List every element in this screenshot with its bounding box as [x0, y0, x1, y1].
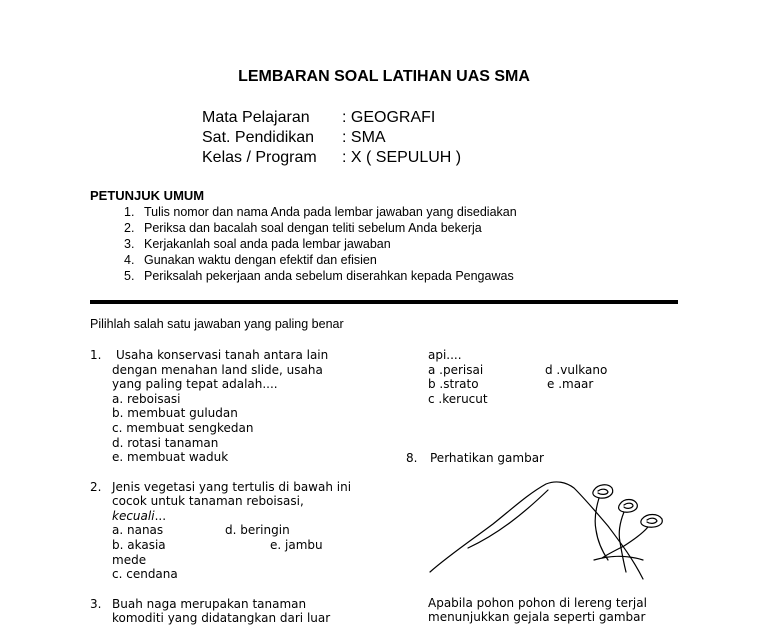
question-text: Usaha konservasi tanah antara lain	[116, 348, 329, 362]
answer-option: b. akasia	[112, 538, 166, 552]
meta-value-subject: : GEOGRAFI	[342, 109, 436, 126]
answer-option: e. jambu	[270, 538, 323, 552]
answer-option: b .strato	[428, 377, 479, 391]
answer-option: a. nanas	[112, 523, 164, 537]
instruction-item: 4. Gunakan waktu dengan efektif dan efisien	[124, 253, 377, 267]
instruction-item: 2. Periksa dan bacalah soal dengan teliti sebelum Anda bekerja	[124, 221, 482, 235]
instruction-item: 5. Periksalah pekerjaan anda sebelum diserahkan kepada Pengawas	[124, 269, 514, 283]
questions-intro: Pilihlah salah satu jawaban yang paling benar	[90, 317, 344, 331]
question-number: 3.	[90, 597, 102, 611]
question-number: 1.	[90, 348, 102, 362]
question-text: Jenis vegetasi yang tertulis di bawah ini	[112, 480, 352, 494]
answer-option: c. membuat sengkedan	[112, 421, 254, 435]
meta-label-class: Kelas / Program	[202, 149, 317, 166]
question-text: Perhatikan gambar	[430, 451, 544, 465]
question-text: api....	[428, 348, 462, 362]
meta-value-class: : X ( SEPULUH )	[342, 149, 462, 166]
question-text: Buah naga merupakan tanaman	[112, 597, 307, 611]
meta-label-school: Sat. Pendidikan	[202, 129, 315, 146]
answer-option: d. beringin	[225, 523, 290, 537]
answer-option: e. membuat waduk	[112, 450, 229, 464]
question-text: cocok untuk tanaman reboisasi,	[112, 494, 304, 508]
question-text: komoditi yang didatangkan dari luar	[112, 611, 331, 625]
instruction-item: 1. Tulis nomor dan nama Anda pada lembar jawaban yang disediakan	[124, 205, 517, 219]
meta-value-school: : SMA	[342, 129, 386, 146]
document-title: LEMBARAN SOAL LATIHAN UAS SMA	[238, 68, 530, 85]
question-text: menunjukkan gejala seperti gambar	[428, 610, 646, 624]
answer-option: a .perisai	[428, 363, 484, 377]
hill-outline	[430, 482, 643, 579]
answer-option: e .maar	[547, 377, 594, 391]
answer-option: c. cendana	[112, 567, 178, 581]
answer-option: b. membuat guludan	[112, 406, 238, 420]
instruction-item: 3. Kerjakanlah soal anda pada lembar jawaban	[124, 237, 391, 251]
meta-label-subject: Mata Pelajaran	[202, 109, 310, 126]
question-text: Apabila pohon pohon di lereng terjal	[428, 596, 647, 610]
question-number: 8.	[406, 451, 418, 465]
answer-option: c .kerucut	[428, 392, 488, 406]
question-text: yang paling tepat adalah....	[112, 377, 278, 391]
answer-option: d. rotasi tanaman	[112, 436, 219, 450]
tree-icon	[593, 485, 613, 560]
instructions-heading: PETUNJUK UMUM	[90, 188, 205, 203]
tree-icon	[602, 515, 662, 559]
answer-option: a. reboisasi	[112, 392, 181, 406]
question-text: dengan menahan land slide, usaha	[112, 363, 323, 377]
section-divider	[90, 300, 678, 304]
question-number: 2.	[90, 480, 102, 494]
answer-option: d .vulkano	[545, 363, 608, 377]
question-text: kecuali...	[112, 509, 167, 523]
tree-icon	[619, 500, 638, 573]
answer-option: mede	[112, 553, 147, 567]
hill-trees-sketch	[428, 464, 673, 594]
